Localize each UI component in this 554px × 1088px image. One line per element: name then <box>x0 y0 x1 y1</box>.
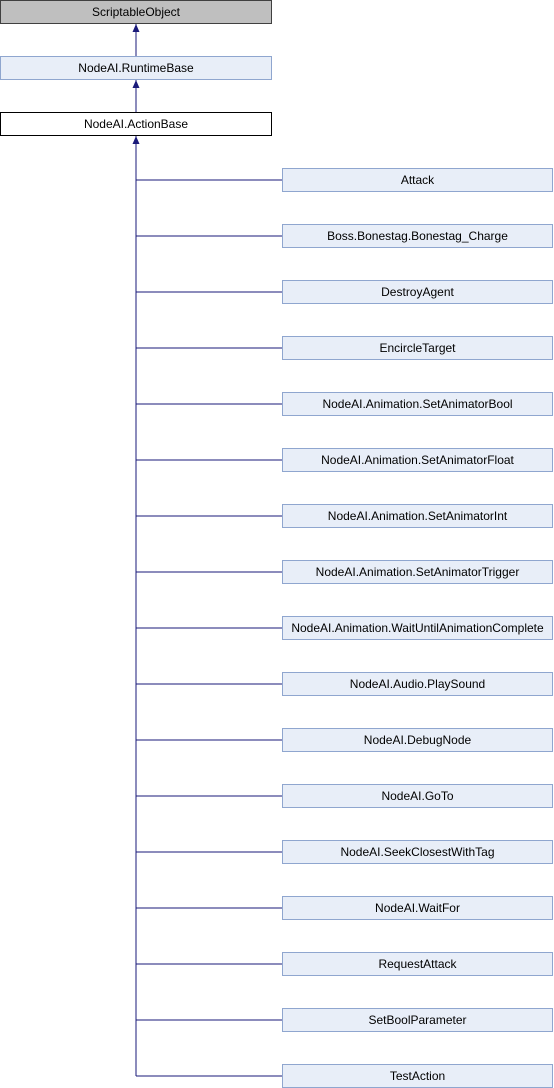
node-nodeai-goto[interactable]: NodeAI.GoTo <box>282 784 553 808</box>
node-nodeai-waitfor[interactable]: NodeAI.WaitFor <box>282 896 553 920</box>
node-nodeai-seekclosestwithtag[interactable]: NodeAI.SeekClosestWithTag <box>282 840 553 864</box>
node-nodeai-debugnode[interactable]: NodeAI.DebugNode <box>282 728 553 752</box>
node-scriptableobject[interactable]: ScriptableObject <box>0 0 272 24</box>
node-nodeai-audio-playsound[interactable]: NodeAI.Audio.PlaySound <box>282 672 553 696</box>
node-encircletarget[interactable]: EncircleTarget <box>282 336 553 360</box>
node-attack[interactable]: Attack <box>282 168 553 192</box>
arrowhead-actionbase <box>133 136 140 144</box>
arrowhead-runtimebase <box>133 80 140 88</box>
node-testaction[interactable]: TestAction <box>282 1064 553 1088</box>
node-setboolparameter[interactable]: SetBoolParameter <box>282 1008 553 1032</box>
node-nodeai-animation-setanimatorint[interactable]: NodeAI.Animation.SetAnimatorInt <box>282 504 553 528</box>
node-requestattack[interactable]: RequestAttack <box>282 952 553 976</box>
node-nodeai-runtimebase[interactable]: NodeAI.RuntimeBase <box>0 56 272 80</box>
node-boss-bonestag-bonestag-charge[interactable]: Boss.Bonestag.Bonestag_Charge <box>282 224 553 248</box>
node-nodeai-animation-waituntilanimationcomplete[interactable]: NodeAI.Animation.WaitUntilAnimationComplete <box>282 616 553 640</box>
arrowhead-scriptableobject <box>133 24 140 32</box>
node-nodeai-animation-setanimatorfloat[interactable]: NodeAI.Animation.SetAnimatorFloat <box>282 448 553 472</box>
node-nodeai-animation-setanimatortrigger[interactable]: NodeAI.Animation.SetAnimatorTrigger <box>282 560 553 584</box>
node-destroyagent[interactable]: DestroyAgent <box>282 280 553 304</box>
node-nodeai-animation-setanimatorbool[interactable]: NodeAI.Animation.SetAnimatorBool <box>282 392 553 416</box>
node-nodeai-actionbase: NodeAI.ActionBase <box>0 112 272 136</box>
